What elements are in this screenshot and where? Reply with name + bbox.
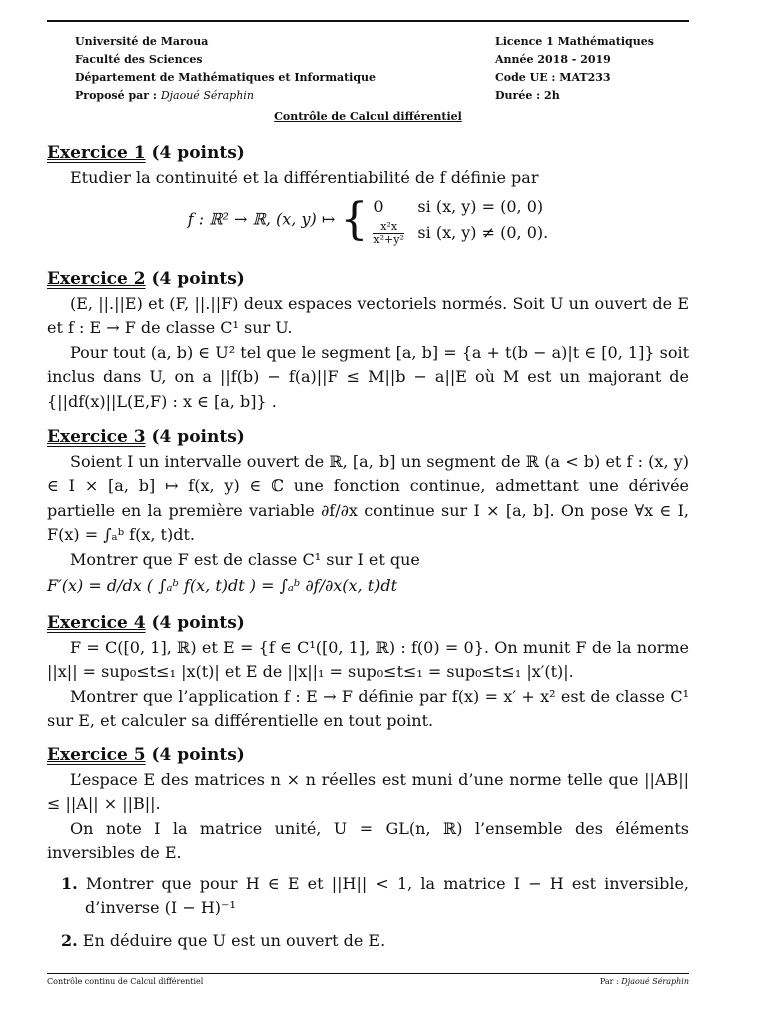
exercise-3 (47, 425, 689, 599)
exercise-4-paragraph-1: F = C([0, 1], ℝ) et E = {f ∈ C¹([0, 1], ℝ) : f(0) = 0}. On munit F de la norme ||x|| = sup₀≤t≤₁ |x(t)| et E de ||x||₁ = sup₀≤t≤₁ = sup₀≤t≤₁ |x′(t)|. (47, 637, 689, 681)
exercise-1-heading: Exercice 1 (4 points) (47, 143, 245, 163)
question-2: 2. En déduire que U est un ouvert de E. (61, 930, 386, 950)
exercise-5 (47, 743, 689, 961)
exercise-1-text: Etudier la continuité et la différentiabilité de f définie par (70, 167, 539, 187)
exercise-1 (47, 141, 689, 246)
university-name: Université de Maroua (75, 35, 209, 48)
exercise-1-function: f : ℝ² → ℝ, (x, y) ↦ { 0 si (x, y) = (0, 0) $\frac{\text{x²x}}{\text{x²+y²}}$ si (x, y) ≠ (0, 0). (187, 194, 549, 246)
control-title: Contrôle de Calcul différentiel (274, 110, 462, 123)
footer-left: Contrôle continu de Calcul différentiel (47, 977, 204, 986)
academic-year: Année 2018 - 2019 (495, 53, 611, 66)
footer-rule (47, 973, 689, 974)
left-brace: { (340, 194, 369, 245)
case2-fraction: $\frac{\text{x²x}}{\text{x²+y²}}$ (373, 220, 404, 246)
exercise-2 (47, 267, 689, 414)
exam-duration: Durée : 2h (495, 89, 560, 102)
header-left (75, 33, 376, 105)
exercise-3-formula: F′(x) = d/dx ( ∫ₐᵇ f(x, t)dt ) = ∫ₐᵇ ∂f/∂x(x, t)dt (47, 576, 398, 595)
exercise-2-heading: Exercice 2 (4 points) (47, 269, 245, 289)
exercise-3-paragraph-2: Montrer que F est de classe C¹ sur I et que (70, 549, 420, 569)
department-name: Département de Mathématiques et Informatique (75, 71, 377, 84)
piecewise-cases: 0 si (x, y) = (0, 0) $\frac{\text{x²x}}{\text{x²+y²}}$ si (x, y) ≠ (0, 0). (373, 197, 549, 246)
exercise-4 (47, 611, 689, 734)
faculty-name: Faculté des Sciences (75, 53, 203, 66)
exercise-5-paragraph-2: On note I la matrice unité, U = GL(n, ℝ) l’ensemble des éléments inversibles de E. (47, 818, 689, 862)
exercise-2-paragraph-1: (E, ||.||E) et (F, ||.||F) deux espaces vectoriels normés. Soit U un ouvert de E et f : E → F de classe C¹ sur U. (47, 293, 689, 337)
header-right (495, 33, 654, 105)
exercise-5-question-list (61, 872, 689, 954)
exercise-3-paragraph-1: Soient I un intervalle ouvert de ℝ, [a, b] un segment de ℝ (a < b) et f : (x, y) ∈ I × [a, b] ↦ f(x, y) ∈ ℂ une fonction continue, admettant une dérivée partielle en la première variable ∂f/∂x continue sur I × [a, b]. On pose ∀x ∈ I, F(x) = ∫ₐᵇ f(x, t)dt. (47, 451, 689, 544)
exercise-2-paragraph-2: Pour tout (a, b) ∈ U² tel que le segment [a, b] = {a + t(b − a)|t ∈ [0, 1]} soit inclus dans U, on a ||f(b) − f(a)||F ≤ M||b − a||E où M est un majorant de {||df(x)||L(E,F) : x ∈ [a, b]} . (47, 342, 689, 411)
question-1: 1. Montrer que pour H ∈ E et ||H|| < 1, la matrice I − H est inversible, d’inverse (I − H)⁻¹ (61, 873, 689, 917)
footer-right: Par : Djaoué Séraphin (599, 977, 689, 986)
exercise-3-heading: Exercice 3 (4 points) (47, 427, 245, 447)
course-code: Code UE : MAT233 (495, 71, 611, 84)
exercise-4-paragraph-2: Montrer que l’application f : E → F définie par f(x) = x′ + x² est de classe C¹ sur E, et calculer sa différentielle en tout point. (47, 686, 689, 730)
top-rule (47, 20, 689, 22)
exercise-5-heading: Exercice 5 (4 points) (47, 745, 245, 765)
exercise-5-paragraph-1: L’espace E des matrices n × n réelles est muni d’une norme telle que ||AB|| ≤ ||A|| × ||B||. (47, 769, 689, 813)
proposed-by: Proposé par : Djaoué Séraphin (75, 89, 254, 102)
exam-page (47, 0, 689, 1024)
exercise-4-heading: Exercice 4 (4 points) (47, 613, 245, 633)
program-level: Licence 1 Mathématiques (495, 35, 654, 48)
